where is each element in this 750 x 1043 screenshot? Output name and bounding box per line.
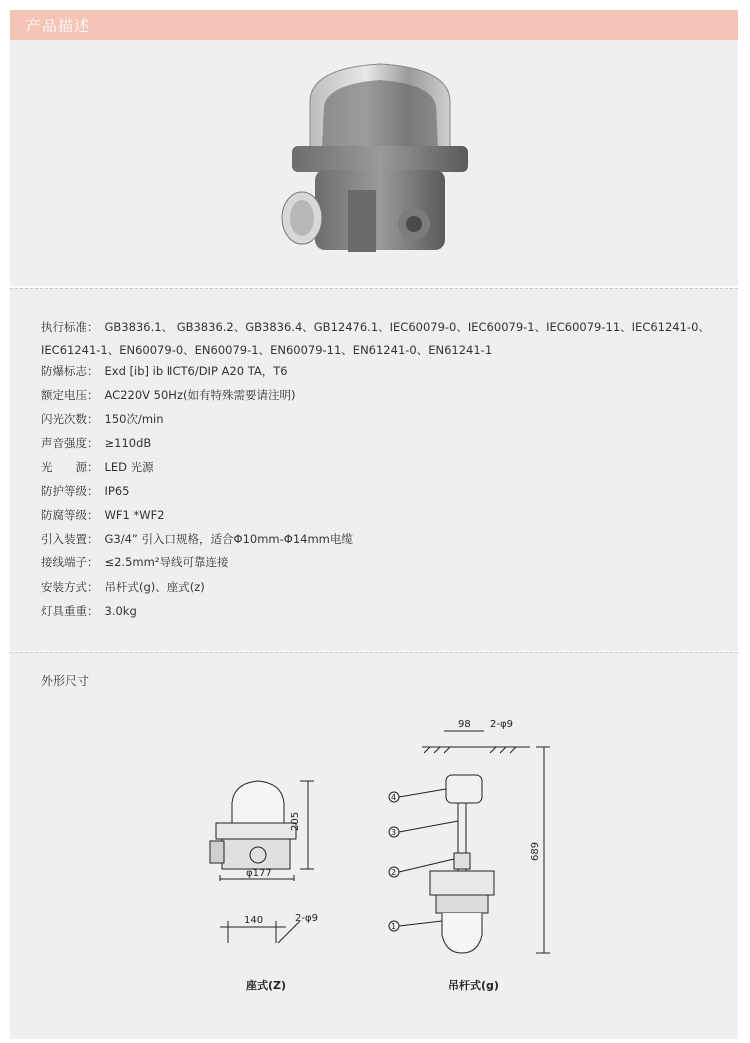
section-title: 产品描述 [26, 17, 91, 35]
spec-row [41, 483, 129, 499]
spec-row [41, 531, 353, 547]
spec-value: 150次/min [104, 412, 164, 426]
spec-row [41, 411, 164, 427]
callout-2: 2 [391, 868, 397, 877]
pendant-hole-label: 2-φ9 [490, 719, 513, 730]
spec-label: 声音强度： [41, 436, 99, 450]
spec-value: AC220V 50Hz(如有特殊需要请注明) [104, 388, 296, 402]
spec-label: 闪光次数： [41, 412, 99, 426]
dimensions-title: 外形尺寸 [41, 674, 90, 688]
spec-value: GB3836.1、 GB3836.2、GB3836.4、GB12476.1、IEC60079-0、IEC60079-1、IEC60079-11、IEC61241-0、 [104, 320, 710, 334]
spec-value: 吊杆式(g)、座式(z) [104, 580, 205, 594]
pendant-type-drawing [389, 719, 550, 992]
spec-label: 接线端子： [41, 555, 99, 569]
spec-value: LED 光源 [104, 460, 154, 474]
spec-row [41, 363, 288, 379]
callout-4: 4 [391, 793, 397, 802]
spec-label: 防护等级： [41, 484, 99, 498]
spec-value: IEC61241-1、EN60079-0、EN60079-1、EN60079-11、EN61241-0、EN61241-1 [41, 343, 493, 357]
section-header [10, 10, 738, 40]
seat-caption: 座式(Z) [246, 979, 287, 992]
spec-label: 额定电压： [41, 388, 99, 402]
spec-row [41, 459, 154, 475]
spec-label: 引入装置： [41, 532, 99, 546]
dimension-drawings [10, 653, 738, 1039]
callout-1: 1 [391, 922, 397, 931]
spec-value: ≥110dB [104, 436, 152, 450]
spec-value: G3/4” 引入口规格，适合Φ10mm-Φ14mm电缆 [104, 532, 353, 546]
dimensions-panel [10, 652, 738, 1039]
spec-label: 防爆标志： [41, 364, 99, 378]
spec-value: IP65 [104, 484, 130, 498]
spec-value: 3.0kg [104, 604, 137, 618]
spec-label: 灯具重重： [41, 604, 99, 618]
seat-base-label: 140 [244, 915, 264, 926]
spec-row [41, 387, 295, 403]
spec-value: Exd [ib] ib ⅡCT6/DIP A20 TA，T6 [104, 364, 288, 378]
product-photo-panel [10, 40, 738, 286]
product-photo [10, 40, 738, 286]
spec-label: 安装方式： [41, 580, 99, 594]
spec-row [41, 507, 165, 523]
spec-row [41, 603, 137, 619]
callout-3: 3 [391, 828, 397, 837]
seat-hole-label: 2-φ9 [295, 913, 318, 924]
specs-panel [10, 288, 738, 651]
spec-row [41, 554, 228, 570]
spec-value: ≤2.5mm²导线可靠连接 [104, 555, 229, 569]
spec-row [41, 579, 205, 595]
pendant-height-label: 689 [530, 841, 541, 861]
pendant-caption: 吊杆式(g) [448, 979, 499, 992]
spec-value: WF1 *WF2 [104, 508, 165, 522]
spec-label: 执行标准： [41, 320, 99, 334]
spec-row [41, 342, 492, 358]
spec-row [41, 435, 151, 451]
seat-type-drawing [210, 781, 318, 992]
spec-label: 光 源： [41, 460, 99, 474]
seat-width-label: φ177 [246, 868, 272, 879]
pendant-top-label: 98 [458, 719, 471, 730]
spec-label: 防腐等级： [41, 508, 99, 522]
seat-height-label: 205 [290, 811, 301, 831]
spec-row [41, 319, 710, 335]
